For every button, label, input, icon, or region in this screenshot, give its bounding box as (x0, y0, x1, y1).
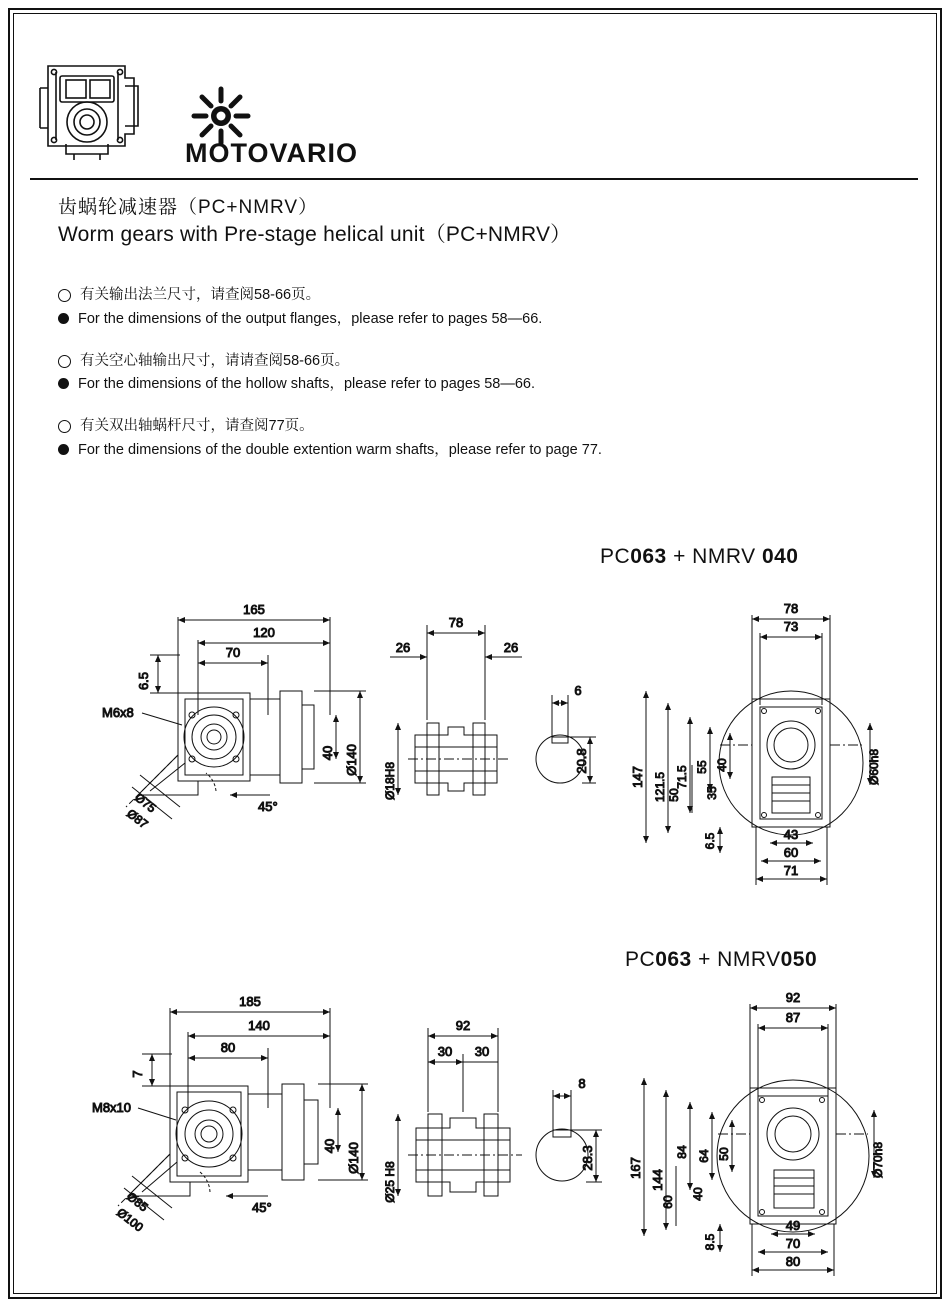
dim-87: 87 (785, 1010, 801, 1025)
dim-d140-2: Ø140 (346, 1142, 361, 1174)
dim-7: 7 (130, 1070, 145, 1078)
figure-pc063-nmrv040 (30, 595, 920, 905)
figure-pc063-nmrv050 (30, 990, 920, 1290)
page-header (30, 40, 910, 170)
dim-30-right: 30 (474, 1044, 490, 1059)
dim-8-key: 8 (578, 1076, 586, 1091)
page-title-zh: 齿蜗轮减速器（PC+NMRV） (58, 197, 319, 218)
section-title-part: PC (600, 545, 631, 568)
note-group (58, 416, 888, 462)
page-title-en: Worm gears with Pre-stage helical unit（PC+NMRV） (58, 223, 572, 246)
dim-80: 80 (220, 1040, 236, 1055)
hollow-bullet-icon (58, 289, 71, 302)
note-text-zh: 有关双出轴蜗杆尺寸，请查阅77页。 (80, 418, 314, 434)
solid-bullet-icon (58, 444, 69, 455)
hollow-bullet-icon (58, 355, 71, 368)
dim-40-3: 40 (691, 1187, 705, 1201)
note-group (58, 285, 888, 331)
dim-144: 144 (650, 1169, 665, 1191)
dim-71-5: 71.5 (675, 765, 689, 789)
dim-50-2: 50 (717, 1147, 731, 1161)
note-line-en (58, 440, 888, 462)
dim-80: 80 (785, 1254, 801, 1269)
note-text-en: For the dimensions of the hollow shafts，please refer to pages 58—66. (78, 376, 536, 393)
dim-49: 49 (785, 1218, 801, 1233)
note-line-zh (58, 285, 888, 307)
dim-185: 185 (239, 994, 261, 1009)
dim-d75: Ø75 (132, 790, 159, 816)
dim-140: 140 (248, 1018, 270, 1033)
dim-6-5-front: 6.5 (703, 832, 717, 850)
section-title-part: + NMRV (666, 545, 762, 568)
dim-45deg-2: 45° (252, 1200, 272, 1215)
dim-26-right: 26 (503, 640, 519, 655)
note-line-zh (58, 416, 888, 438)
dim-70: 70 (225, 645, 241, 660)
dim-40-front: 40 (715, 758, 729, 772)
header-divider (30, 178, 918, 180)
note-text-en: For the dimensions of the output flanges，please refer to pages 58—66. (78, 310, 543, 327)
dim-35: 35 (705, 786, 719, 800)
dim-55: 55 (695, 760, 709, 774)
dim-167: 167 (628, 1157, 643, 1179)
dim-45deg: 45° (258, 799, 278, 814)
notes-list (58, 285, 888, 482)
dim-70: 70 (785, 1236, 801, 1251)
note-group (58, 351, 888, 397)
section-title-part: 063 (655, 948, 692, 971)
dim-40-2: 40 (322, 1138, 337, 1154)
dim-60: 60 (783, 845, 799, 860)
dim-60-2: 60 (661, 1195, 675, 1209)
dim-50: 50 (667, 788, 681, 802)
note-text-en: For the dimensions of the double extention warm shafts，please refer to page 77. (78, 441, 602, 458)
hollow-bullet-icon (58, 420, 71, 433)
dim-30-left: 30 (437, 1044, 453, 1059)
dim-d60h8: Ø60h8 (867, 748, 881, 786)
solid-bullet-icon (58, 313, 69, 324)
dim-d70h8: Ø70h8 (871, 1141, 885, 1179)
dim-m6x8: M6x8 (102, 705, 134, 720)
dim-92: 92 (455, 1018, 471, 1033)
section-title-pc063-nmrv050 (625, 948, 817, 972)
note-text-zh: 有关空心轴输出尺寸，请请查阅58-66页。 (80, 352, 350, 369)
dim-78: 78 (448, 615, 464, 630)
dim-28-3: 28.3 (580, 1145, 595, 1171)
note-line-en (58, 374, 888, 396)
drawing-pc063-nmrv050 (30, 990, 920, 1290)
dim-d87: Ø87 (124, 806, 151, 832)
dim-8-5: 8.5 (703, 1233, 717, 1251)
dim-6-5: 6.5 (136, 671, 151, 691)
note-line-en (58, 309, 888, 331)
gearbox-icon (30, 42, 150, 167)
dim-d18h8: Ø18H8 (383, 761, 397, 801)
solid-bullet-icon (58, 378, 69, 389)
dim-40: 40 (320, 745, 335, 761)
dim-d100: Ø100 (114, 1205, 146, 1235)
section-title-part: 063 (630, 545, 667, 568)
section-title-part: 040 (761, 545, 799, 568)
dim-64: 64 (697, 1149, 711, 1163)
dim-84: 84 (675, 1145, 689, 1159)
dim-d140: Ø140 (344, 744, 359, 776)
dim-78-front: 78 (783, 601, 799, 616)
dim-d25h8: Ø25 H8 (383, 1161, 397, 1203)
dim-120: 120 (253, 625, 275, 640)
note-text-zh: 有关输出法兰尺寸，请查阅58-66页。 (80, 287, 321, 303)
section-title-part: 050 (780, 948, 818, 971)
dim-20-8: 20.8 (574, 748, 589, 774)
dim-71: 71 (783, 863, 799, 878)
dim-92-front: 92 (785, 990, 801, 1005)
section-title-part: PC (625, 948, 656, 971)
section-title-part: + NMRV (691, 948, 781, 971)
dim-121-5: 121.5 (653, 771, 667, 803)
drawing-pc063-nmrv040 (30, 595, 920, 905)
brand-name: MOTOVARIO (185, 138, 359, 168)
dim-73: 73 (783, 619, 799, 634)
note-line-zh (58, 351, 888, 373)
dim-d85: Ø85 (124, 1189, 151, 1215)
dim-147: 147 (630, 766, 645, 788)
dim-43: 43 (783, 827, 799, 842)
dim-6-key: 6 (574, 683, 582, 698)
dim-165: 165 (243, 602, 265, 617)
dim-m8x10: M8x10 (92, 1100, 132, 1115)
section-title-pc063-nmrv040 (600, 545, 799, 569)
dim-26-left: 26 (395, 640, 411, 655)
